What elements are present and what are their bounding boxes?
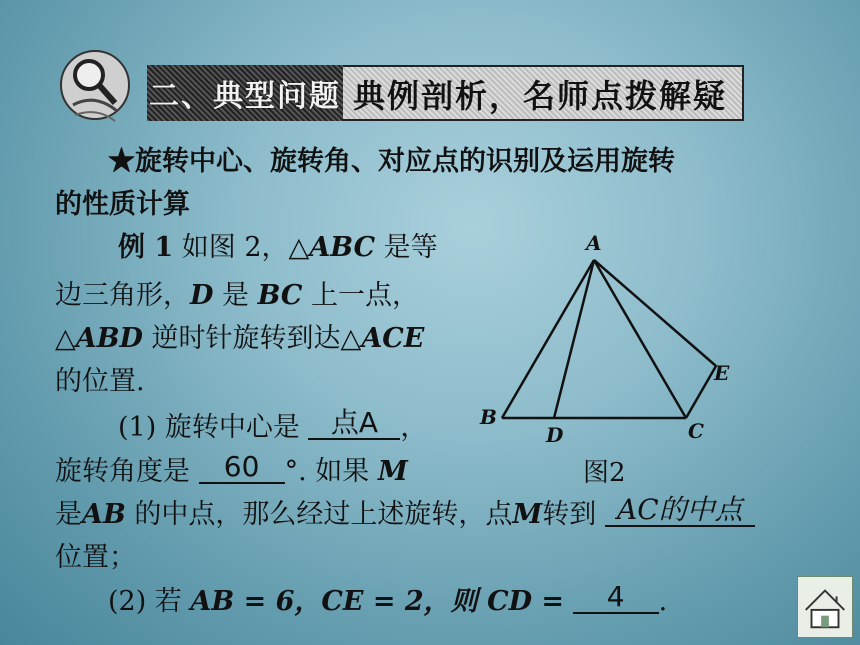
segment-ab — [502, 260, 594, 418]
example-line-2 — [55, 276, 419, 316]
example-line-1 — [118, 228, 438, 268]
math-ab: AB — [82, 499, 126, 530]
text-segment: 旋转角度是 — [55, 456, 190, 487]
point-label-e: E — [714, 361, 730, 385]
example-line-3 — [55, 319, 424, 359]
q2-label: (2) 若 — [108, 586, 182, 617]
answer-rotation-angle: 60 — [199, 452, 285, 484]
text-segment: °. 如果 — [284, 456, 370, 487]
heading-line-2: 的性质计算 — [55, 189, 190, 220]
segment-ae — [594, 260, 716, 366]
triangle-figure — [470, 228, 750, 478]
text-segment: 边三角形， — [55, 280, 190, 311]
math-d: D — [190, 280, 214, 311]
home-icon[interactable] — [797, 576, 853, 638]
q1-label: (1) 旋转中心是 — [118, 412, 300, 443]
text-segment: 如图 2，△ — [181, 232, 310, 263]
heading-line-1: ★旋转中心、旋转角、对应点的识别及运用旋转 — [108, 146, 675, 177]
text-segment: 逆时针旋转到达△ — [151, 323, 362, 354]
magnifier-head-icon — [55, 45, 140, 130]
question-2-line — [108, 582, 667, 622]
text-segment: 上一点， — [311, 280, 420, 311]
banner-title: 典例剖析，名师点拨解疑 — [353, 77, 728, 115]
math-ace: ACE — [361, 323, 425, 354]
math-bc: BC — [257, 280, 303, 311]
point-label-d: D — [546, 423, 564, 447]
section-banner — [55, 45, 755, 135]
point-label-b: B — [480, 405, 497, 429]
math-m: M — [377, 456, 408, 487]
point-label-a: A — [586, 231, 602, 255]
math-abc: ABC — [309, 232, 376, 263]
text-segment: ， — [400, 412, 428, 443]
figure-caption: 图2 — [583, 458, 626, 488]
text-segment: 的中点，那么经过上述旋转，点 — [134, 499, 513, 530]
question-1-line-2 — [55, 452, 408, 492]
math-equation: AB = 6，CE = 2，则 CD = — [190, 586, 565, 617]
banner-tag: 二、典型问题 — [147, 65, 343, 121]
text-segment: 是等 — [383, 232, 438, 263]
segment-ce — [686, 366, 716, 418]
point-label-c: C — [688, 419, 704, 443]
answer-midpoint: AC的中点 — [605, 495, 755, 527]
text-segment: 是 — [222, 280, 250, 311]
text-segment: 是 — [55, 499, 82, 530]
question-1-line-4: 位置； — [55, 542, 136, 573]
question-1-line-3 — [55, 495, 755, 535]
math-abd: ABD — [75, 323, 143, 354]
text-segment: 转到 — [542, 499, 597, 530]
segment-ad — [554, 260, 594, 418]
answer-cd: 4 — [573, 582, 659, 614]
answer-rotation-center: 点A — [308, 408, 400, 440]
text-segment: . — [658, 586, 668, 617]
question-1-line-1 — [118, 408, 427, 448]
triangle-symbol: △ — [55, 323, 76, 354]
example-line-4: 的位置. — [55, 366, 145, 397]
math-m: M — [512, 499, 543, 530]
segment-ac — [594, 260, 686, 418]
example-label: 例 1 — [118, 232, 174, 263]
